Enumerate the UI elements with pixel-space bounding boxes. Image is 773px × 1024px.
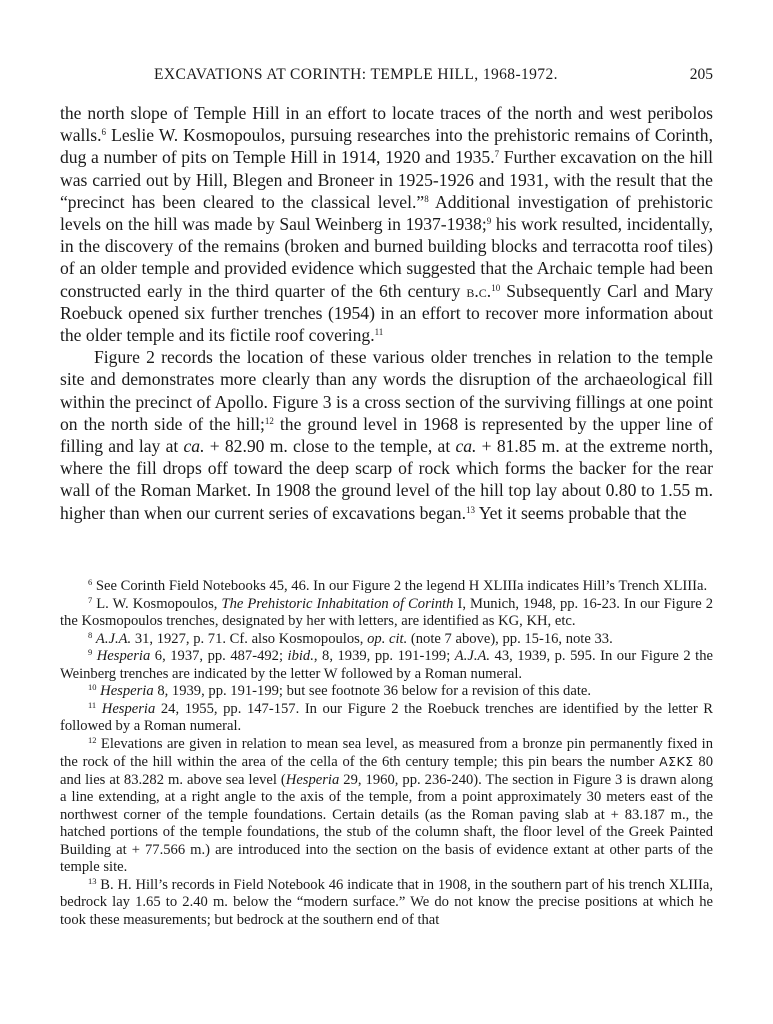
footnote-text: 8, 1939, pp. 191-199; but see footnote 36 below for a revision of this date. xyxy=(153,683,591,699)
cited-journal: A.J.A. xyxy=(95,630,132,647)
paragraph-2 xyxy=(60,346,713,524)
cited-journal: Hesperia xyxy=(96,648,151,664)
footnote-text: B. H. Hill’s records in Field Notebook 46 indicate that in 1908, in the southern part of his trench XLIIIa, bedrock lay 1.65 to 2.40 m. below the “modern surface.” We do not know the precise positions at which he took these measurements; but bedrock at the southern end of that xyxy=(60,876,713,928)
footnote-ref-6[interactable]: 6 xyxy=(101,127,107,138)
text-run: + 82.90 m. close to the temple, at xyxy=(204,436,456,457)
footnote-10 xyxy=(60,683,713,701)
paragraph-1 xyxy=(60,102,713,346)
cited-abbrev: op. cit. xyxy=(367,630,408,647)
footnote-number: 6 xyxy=(88,577,93,587)
footnote-text: (note 7 above), pp. 15-16, note 33. xyxy=(407,630,613,647)
footnote-text: 80 and lies at 83.282 m. above sea level ( xyxy=(60,754,713,788)
text-run: the north slope of Temple Hill in an effort to locate traces of the north and west peribolos walls. xyxy=(60,103,713,146)
footnote-text: I, Munich, 1948, pp. 16-23. In our Figure 2 the Kosmopoulos trenches, designated by her with letters, are identified as KG, KH, etc. xyxy=(60,595,713,629)
footnote-ref-13[interactable]: 13 xyxy=(465,504,475,515)
circa-abbreviation: ca. xyxy=(455,436,477,457)
cited-journal: A.J.A. xyxy=(454,648,491,664)
cited-abbrev: ibid. xyxy=(287,648,314,664)
footnote-ref-9[interactable]: 9 xyxy=(486,216,492,227)
footnote-text: 31, 1927, p. 71. Cf. also Kosmopoulos, xyxy=(131,630,368,647)
text-run: Subsequently Carl and Mary Roebuck opened six further trenches (1954) in an effort to recover more information about the older temple and its fictile roof covering. xyxy=(60,280,713,346)
cited-journal: Hesperia xyxy=(100,683,154,699)
era-abbreviation: b.c. xyxy=(466,280,492,301)
footnote-8 xyxy=(60,631,713,649)
footnote-number: 10 xyxy=(88,682,97,692)
cited-title: The Prehistoric Inhabitation of Corinth xyxy=(221,595,454,612)
footnote-ref-12[interactable]: 12 xyxy=(264,415,274,426)
footnotes xyxy=(60,578,713,929)
footnote-ref-10[interactable]: 10 xyxy=(491,282,501,293)
greek-inscription: ΑΣΚΣ xyxy=(659,754,694,769)
footnote-ref-8[interactable]: 8 xyxy=(424,193,429,204)
footnote-11 xyxy=(60,701,713,736)
text-run: the ground level in 1968 is represented by the upper line of filling and lay at xyxy=(60,413,713,457)
footnote-ref-11[interactable]: 11 xyxy=(374,327,384,338)
circa-abbreviation: ca. xyxy=(183,436,205,457)
footnote-text: See Corinth Field Notebooks 45, 46. In our Figure 2 the legend H XLIIIa indicates Hill’s Trench XLIIIa. xyxy=(92,578,708,594)
footnote-text: Elevations are given in relation to mean sea level, as measured from a bronze pin permanently fixed in the rock of the hill within the area of the cella of the 6th century temple; this pin bears the number xyxy=(60,735,713,770)
text-run: Leslie W. Kosmopoulos, pursuing researches into the prehistoric remains of Corinth, dug a number of pits on Temple Hill in 1914, 1920 and 1935. xyxy=(60,125,713,168)
footnote-7 xyxy=(60,596,713,631)
running-title: EXCAVATIONS AT CORINTH: TEMPLE HILL, 1968-1972. xyxy=(154,66,558,83)
footnote-number: 7 xyxy=(88,594,93,605)
text-run: Yet it seems probable that the xyxy=(474,502,687,523)
footnote-text: 43, 1939, p. 595. In our Figure 2 the Weinberg trenches are indicated by the letter W followed by a Roman numeral. xyxy=(60,648,713,682)
footnote-12 xyxy=(60,736,713,877)
footnote-number: 13 xyxy=(88,875,97,886)
footnote-number: 9 xyxy=(88,647,93,657)
footnote-9 xyxy=(60,648,713,683)
footnote-number: 11 xyxy=(88,699,97,710)
footnote-text: L. W. Kosmopoulos, xyxy=(92,595,222,612)
footnote-number: 8 xyxy=(88,629,93,640)
text-run: Further excavation on the hill was carried out by Hill, Blegen and Broneer in 1925-1926 and 1931, with the result that the “precinct has been cleared to the classical level.” xyxy=(60,147,713,212)
cited-journal: Hesperia xyxy=(285,771,340,788)
footnote-13 xyxy=(60,877,713,930)
footnote-ref-7[interactable]: 7 xyxy=(494,149,500,160)
text-run: Additional investigation of prehistoric levels on the hill was made by Saul Weinberg in 1937-1938; xyxy=(60,191,713,235)
footnote-text: , 8, 1939, pp. 191-199; xyxy=(313,648,455,664)
running-header xyxy=(60,66,713,86)
main-text xyxy=(60,102,713,524)
footnote-text: 6, 1937, pp. 487-492; xyxy=(150,648,288,664)
text-run: his work resulted, incidentally, in the discovery of the remains (broken and burned building blocks and terracotta roof tiles) of an older temple and provided evidence which suggested that the Archaic temple had been constructed early in the third quarter of the 6th century xyxy=(60,214,714,301)
footnote-text: 29, 1960, pp. 236-240). The section in Figure 3 is drawn along a line extending, at a right angle to the axis of the temple, from a point approximately 30 meters east of the northwest corner of the temple foundations. Certain details (as the Roman paving slab at + 83.187 m., the hatched portions of the temple foundations, the stub of the column shaft, the floor level of the Greek Painted Building at + 77.566 m.) are introduced into the section on the basis of evidence extant at other parts of the temple site. xyxy=(60,771,714,875)
text-run: Figure 2 records the location of these various older trenches in relation to the temple site and demonstrates more clearly than any words the disruption of the archaeological fill within the precinct of Apollo. Figure 3 is a cross section of the surviving fillings at one point on the north side of the hill; xyxy=(60,347,713,434)
footnote-number: 12 xyxy=(88,734,97,745)
text-run: + 81.85 m. at the extreme north, where the fill drops off toward the deep scarp of rock which forms the backer for the rear wall of the Roman Market. In 1908 the ground level of the hill top lay about 0.80 to 1.55 m. higher than when our current series of excavations began. xyxy=(60,436,713,523)
footnote-text: 24, 1955, pp. 147-157. In our Figure 2 the Roebuck trenches are identified by the letter R followed by a Roman numeral. xyxy=(60,700,714,734)
page-number: 205 xyxy=(689,66,713,83)
footnote-6 xyxy=(60,578,713,596)
cited-journal: Hesperia xyxy=(101,700,156,717)
